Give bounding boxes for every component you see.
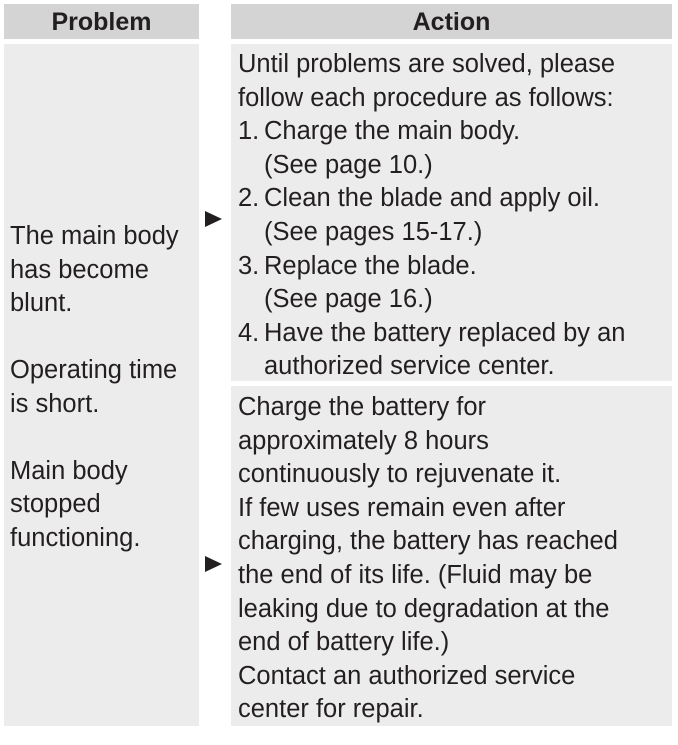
problem-line: is short. [10, 389, 100, 418]
action-line: the end of its life. (Fluid may be [238, 560, 593, 589]
step-item [238, 182, 625, 249]
step-text: Replace the blade. [264, 251, 477, 280]
problem-line: The main body [10, 222, 179, 250]
spacer [10, 321, 179, 355]
action-line: Charge the battery for [238, 393, 487, 421]
action-line: continuously to rejuvenate it. [238, 460, 562, 489]
action-line: end of battery life.) [238, 628, 450, 657]
step-text: Have the battery replaced by an [264, 318, 626, 347]
step-number: 2. [238, 184, 260, 213]
action-text [238, 391, 618, 727]
action-line: leaking due to degradation at the [238, 594, 610, 623]
action-text [238, 48, 625, 384]
problem-line: blunt. [10, 289, 73, 317]
triangle-right-icon [205, 556, 222, 572]
triangle-right-icon [205, 211, 222, 227]
action-line: charging, the battery has reached [238, 527, 618, 556]
action-cell-procedure [231, 44, 672, 381]
step-number: 3. [238, 251, 260, 280]
step-subtext: authorized service center. [264, 352, 555, 381]
problem-blunt [10, 220, 179, 321]
action-line: approximately 8 hours [238, 426, 489, 455]
action-line: If few uses remain even after [238, 493, 566, 522]
action-column-header: Action [231, 4, 672, 39]
problem-line: Operating time [10, 356, 178, 384]
problem-text [10, 220, 179, 555]
step-item [238, 115, 625, 182]
problem-short-time [10, 354, 179, 421]
step-item [238, 317, 625, 384]
problem-cell [4, 44, 199, 726]
action-intro-line: follow each procedure as follows: [238, 83, 614, 112]
step-number: 1. [238, 117, 260, 146]
step-text: Charge the main body. [264, 117, 521, 146]
problem-stopped [10, 455, 179, 556]
action-line: Contact an authorized service [238, 661, 576, 690]
problem-line: Main body [10, 456, 128, 485]
spacer [10, 421, 179, 455]
step-item [238, 250, 625, 317]
action-cell-battery [231, 386, 672, 726]
action-line: center for repair. [238, 695, 424, 724]
problem-line: functioning. [10, 523, 141, 552]
step-subtext: (See page 10.) [264, 150, 433, 179]
step-text: Clean the blade and apply oil. [264, 184, 600, 213]
action-intro-line: Until problems are solved, please [238, 50, 616, 78]
step-subtext: (See pages 15-17.) [264, 217, 483, 246]
problem-column-header: Problem [4, 4, 199, 39]
problem-line: has become [10, 255, 149, 284]
problem-line: stopped [10, 490, 101, 518]
step-number: 4. [238, 318, 260, 347]
step-subtext: (See page 16.) [264, 285, 433, 314]
